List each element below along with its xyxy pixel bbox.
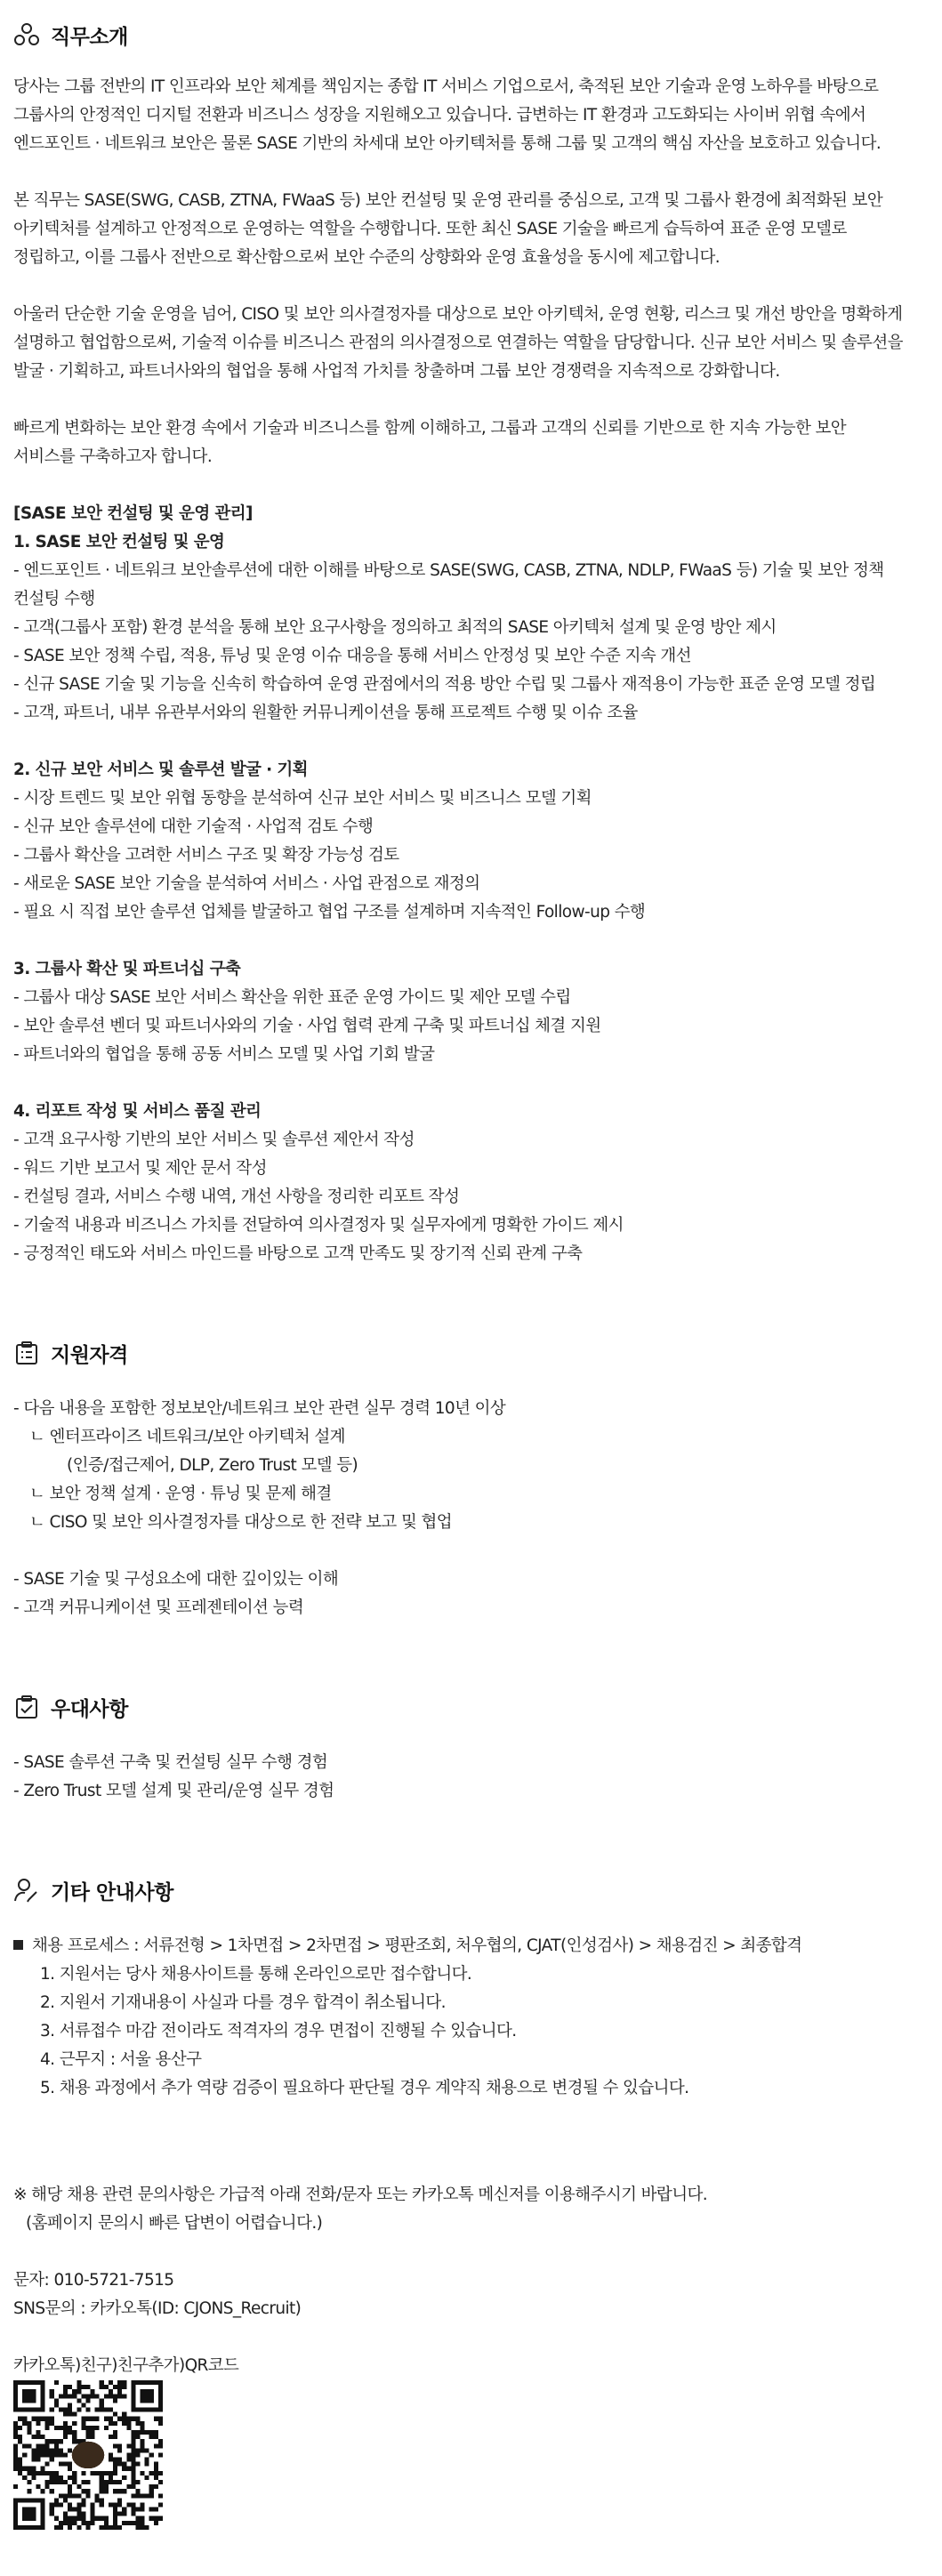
etc-header xyxy=(13,1873,934,1907)
duty-item: - SASE 보안 정책 수립, 적용, 튜닝 및 운영 이슈 대응을 통해 서비스 안정성 및 보안 수준 지속 개선 xyxy=(13,647,691,665)
preferred-item: - Zero Trust 모델 설계 및 관리/운영 실무 경험 xyxy=(13,1782,334,1800)
person-edit-icon xyxy=(13,1877,40,1904)
intro-paragraph-2 xyxy=(13,187,934,272)
intro-paragraph-3 xyxy=(13,301,934,386)
notice-item: 1. 지원서는 당사 채용사이트를 통해 온라인으로만 접수합니다. xyxy=(40,1965,472,1984)
qr-label: 카카오톡)친구)친구추가)QR코드 xyxy=(13,2356,239,2375)
preferred-item: - SASE 솔루션 구축 및 컨설팅 실무 수행 경험 xyxy=(13,1753,328,1772)
intro-paragraph-1 xyxy=(13,73,934,158)
text-line: 빠르게 변화하는 보안 환경 속에서 기술과 비즈니스를 함께 이해하고, 그룹과 고객의 신뢰를 기반으로 한 지속 가능한 보안 xyxy=(13,419,847,438)
sns-contact: SNS문의 : 카카오톡(ID: CJONS_Recruit) xyxy=(13,2299,302,2318)
notice-item: 4. 근무지 : 서울 용산구 xyxy=(40,2050,202,2069)
inquiry-note: ※ 해당 채용 관련 문의사항은 가급적 아래 전화/문자 또는 카카오톡 메신저를 이용해주시기 바랍니다. xyxy=(13,2186,708,2204)
preferred-title: 우대사항 xyxy=(51,1697,128,1721)
duty-heading: 3. 그룹사 확산 및 파트너십 구축 xyxy=(13,960,241,978)
process-line xyxy=(13,1932,934,1960)
qualification-sub: ㄴ CISO 및 보안 의사결정자를 대상으로 한 전략 보고 및 협업 xyxy=(29,1513,453,1532)
qualifications-title: 지원자격 xyxy=(51,1343,128,1367)
duty-item: - 기술적 내용과 비즈니스 가치를 전달하여 의사결정자 및 실무자에게 명확한 가이드 제시 xyxy=(13,1216,624,1235)
duty-item: - 그룹사 확산을 고려한 서비스 구조 및 확장 가능성 검토 xyxy=(13,846,399,865)
text-line: 엔드포인트 · 네트워크 보안은 물론 SASE 기반의 차세대 보안 아키텍처를 통해 그룹 및 고객의 핵심 자산을 보호하고 있습니다. xyxy=(13,134,882,153)
qualification-main: - 다음 내용을 포함한 정보보안/네트워크 보안 관련 실무 경력 10년 이상 xyxy=(13,1399,506,1418)
duty-item: 컨설팅 수행 xyxy=(13,590,95,608)
duty-item: - 필요 시 직접 보안 솔루션 업체를 발굴하고 협업 구조를 설계하며 지속적인 Follow-up 수행 xyxy=(13,903,646,922)
duty-item: - 파트너와의 협업을 통해 공동 서비스 모델 및 사업 기회 발굴 xyxy=(13,1045,435,1064)
inquiry-note: (홈페이지 문의시 빠른 답변이 어렵습니다.) xyxy=(26,2214,323,2233)
role-title: [SASE 보안 컨설팅 및 운영 관리] xyxy=(13,504,253,523)
phone-contact: 문자: 010-5721-7515 xyxy=(13,2271,174,2290)
clipboard-list-icon xyxy=(13,1340,40,1366)
duty-item: - 긍정적인 태도와 서비스 마인드를 바탕으로 고객 만족도 및 장기적 신뢰 관계 구축 xyxy=(13,1244,583,1263)
text-line: 그룹사의 안정적인 디지털 전환과 비즈니스 성장을 지원해오고 있습니다. 급변하는 IT 환경과 고도화되는 사이버 위협 속에서 xyxy=(13,106,866,125)
duty-item: - 컨설팅 결과, 서비스 수행 내역, 개선 사항을 정리한 리포트 작성 xyxy=(13,1187,460,1206)
intro-paragraph-4 xyxy=(13,415,934,471)
duty-item: - 신규 SASE 기술 및 기능을 신속히 학습하여 운영 관점에서의 적용 방안 수립 및 그룹사 재적용이 가능한 표준 운영 모델 정립 xyxy=(13,675,876,694)
qualifications-header xyxy=(13,1336,934,1370)
qualification-sub: ㄴ 보안 정책 설계 · 운영 · 튜닝 및 문제 해결 xyxy=(29,1485,332,1503)
text-line: 아울러 단순한 기술 운영을 넘어, CISO 및 보안 의사결정자를 대상으로 보안 아키텍처, 운영 현황, 리스크 및 개선 방안을 명확하게 xyxy=(13,305,903,324)
duty-group-3 xyxy=(13,955,934,1069)
text-line: 본 직무는 SASE(SWG, CASB, ZTNA, FWaaS 등) 보안 컨설팅 및 운영 관리를 중심으로, 고객 및 그룹사 환경에 최적화된 보안 xyxy=(13,191,883,210)
intro-header xyxy=(13,18,934,52)
duty-heading: 2. 신규 보안 서비스 및 솔루션 발굴 · 기획 xyxy=(13,761,308,779)
duty-item: - 고객 요구사항 기반의 보안 서비스 및 솔루션 제안서 작성 xyxy=(13,1131,415,1149)
text-line: 정립하고, 이를 그룹사 전반으로 확산함으로써 보안 수준의 상향화와 운영 효율성을 동시에 제고합니다. xyxy=(13,248,721,267)
text-line: 당사는 그룹 전반의 IT 인프라와 보안 체계를 책임지는 종합 IT 서비스 기업으로서, 축적된 보안 기술과 운영 노하우를 바탕으로 xyxy=(13,77,879,96)
duty-item: - 워드 기반 보고서 및 제안 문서 작성 xyxy=(13,1159,267,1178)
duty-item: - 신규 보안 솔루션에 대한 기술적 · 사업적 검토 수행 xyxy=(13,817,374,836)
duty-item: - 엔드포인트 · 네트워크 보안솔루션에 대한 이해를 바탕으로 SASE(SWG, CASB, ZTNA, NDLP, FWaaS 등) 기술 및 보안 정책 xyxy=(13,561,884,580)
duty-group-2 xyxy=(13,756,934,927)
qualification-extra: - 고객 커뮤니케이션 및 프레젠테이션 능력 xyxy=(13,1598,304,1617)
duty-item: - 그룹사 대상 SASE 보안 서비스 확산을 위한 표준 운영 가이드 및 제안 모델 수립 xyxy=(13,988,571,1007)
duty-group-4 xyxy=(13,1098,934,1268)
text-line: 서비스를 구축하고자 합니다. xyxy=(13,447,213,466)
preferred-header xyxy=(13,1690,934,1724)
process-text: 채용 프로세스 : 서류전형 > 1차면접 > 2차면접 > 평판조회, 처우협의, CJAT(인성검사) > 채용검진 > 최종합격 xyxy=(32,1936,802,1955)
text-line: 발굴 · 기획하고, 파트너사와의 협업을 통해 사업적 가치를 창출하며 그룹 보안 경쟁력을 지속적으로 강화합니다. xyxy=(13,362,780,381)
text-line: 아키텍처를 설계하고 안정적으로 운영하는 역할을 수행합니다. 또한 최신 SASE 기술을 빠르게 습득하여 표준 운영 모델로 xyxy=(13,220,847,238)
kakaotalk-qr-code[interactable] xyxy=(13,2380,163,2530)
duty-heading: 4. 리포트 작성 및 서비스 품질 관리 xyxy=(13,1102,262,1121)
duty-heading: 1. SASE 보안 컨설팅 및 운영 xyxy=(13,533,225,551)
qualification-sub: ㄴ 엔터프라이즈 네트워크/보안 아키텍처 설계 xyxy=(29,1428,345,1446)
intro-title: 직무소개 xyxy=(51,25,128,49)
duty-item: - 고객, 파트너, 내부 유관부서와의 원활한 커뮤니케이션을 통해 프로젝트 수행 및 이슈 조율 xyxy=(13,704,638,722)
clipboard-check-icon xyxy=(13,1694,40,1720)
duty-item: - 시장 트렌드 및 보안 위협 동향을 분석하여 신규 보안 서비스 및 비즈니스 모델 기획 xyxy=(13,789,592,808)
square-bullet-icon xyxy=(13,1940,23,1950)
qualification-sub: (인증/접근제어, DLP, Zero Trust 모델 등) xyxy=(67,1456,358,1475)
duty-item: - 고객(그룹사 포함) 환경 분석을 통해 보안 요구사항을 정의하고 최적의 SASE 아키텍처 설계 및 운영 방안 제시 xyxy=(13,618,777,637)
etc-title: 기타 안내사항 xyxy=(51,1880,173,1904)
job-posting xyxy=(13,0,934,2530)
text-line: 설명하고 협업함으로써, 기술적 이슈를 비즈니스 관점의 의사결정으로 연결하는 역할을 담당합니다. 신규 보안 서비스 및 솔루션을 xyxy=(13,334,903,352)
duty-item: - 새로운 SASE 보안 기술을 분석하여 서비스 · 사업 관점으로 재정의 xyxy=(13,874,480,893)
notice-item: 3. 서류접수 마감 전이라도 적격자의 경우 면접이 진행될 수 있습니다. xyxy=(40,2022,517,2041)
people-network-icon xyxy=(13,21,40,48)
notice-item: 2. 지원서 기재내용이 사실과 다를 경우 합격이 취소됩니다. xyxy=(40,1993,446,2012)
duty-group-1 xyxy=(13,528,934,728)
qualification-extra: - SASE 기술 및 구성요소에 대한 깊이있는 이해 xyxy=(13,1570,339,1589)
notice-item: 5. 채용 과정에서 추가 역량 검증이 필요하다 판단될 경우 계약직 채용으로 변경될 수 있습니다. xyxy=(40,2079,689,2097)
duty-item: - 보안 솔루션 벤더 및 파트너사와의 기술 · 사업 협력 관계 구축 및 파트너십 체결 지원 xyxy=(13,1017,601,1035)
